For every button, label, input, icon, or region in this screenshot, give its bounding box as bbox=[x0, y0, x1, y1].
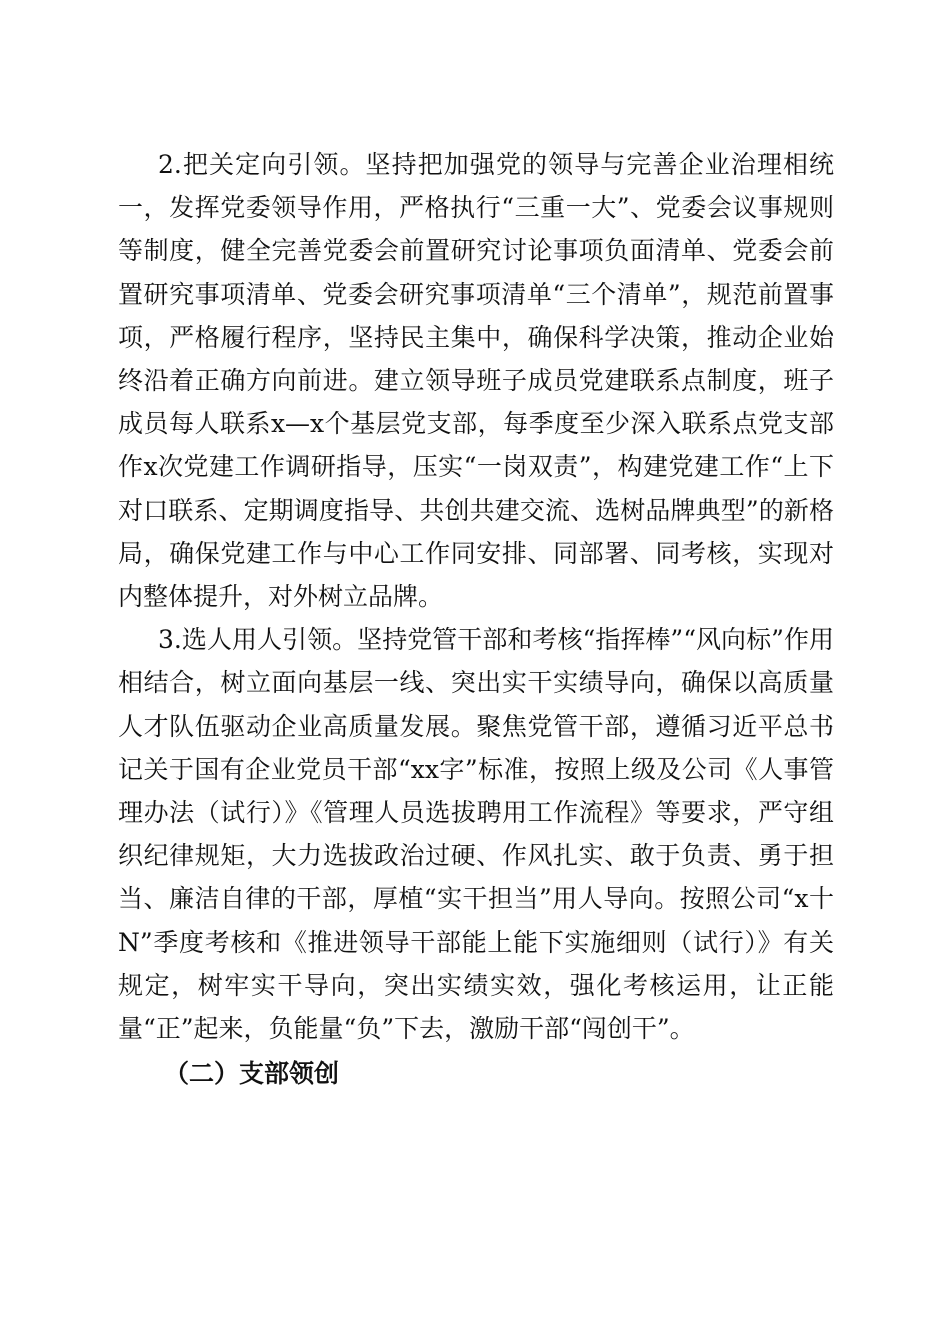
paragraph-gatekeeping-guidance: 2.把关定向引领。坚持把加强党的领导与完善企业治理相统一，发挥党委领导作用，严格执行“三重一大”、党委会议事规则等制度，健全完善党委会前置研究讨论事项负面清单、党委会前置研究事项清单、党委会研究事项清单“三个清单”，规范前置事项，严格履行程序，坚持民主集中，确保科学决策，推动企业始终沿着正确方向前进。建立领导班子成员党建联系点制度，班子成员每人联系x—x个基层党支部，每季度至少深入联系点党支部作x次党建工作调研指导，压实“一岗双责”，构建党建工作“上下对口联系、定期调度指导、共创共建交流、选树品牌典型”的新格局，确保党建工作与中心工作同安排、同部署、同考核，实现对内整体提升，对外树立品牌。 bbox=[118, 150, 834, 612]
document-body bbox=[118, 143, 834, 1095]
paragraph-personnel-guidance: 3.选人用人引领。坚持党管干部和考核“指挥棒”“风向标”作用相结合，树立面向基层一线、突出实干实绩导向，确保以高质量人才队伍驱动企业高质量发展。聚焦党管干部，遵循习近平总书记关于国有企业党员干部“xx字”标准，按照上级及公司《人事管理办法（试行）》《管理人员选拔聘用工作流程》等要求，严守组织纪律规矩，大力选拔政治过硬、作风扎实、敢于负责、勇于担当、廉洁自律的干部，厚植“实干担当”用人导向。按照公司“x十N”季度考核和《推进领导干部能上能下实施细则（试行）》有关规定，树牢实干导向，突出实绩实效，强化考核运用，让正能量“正”起来，负能量“负”下去，激励干部“闯创干”。 bbox=[118, 625, 834, 1044]
section-heading-branch-leadership: （二）支部领创 bbox=[164, 1059, 340, 1089]
